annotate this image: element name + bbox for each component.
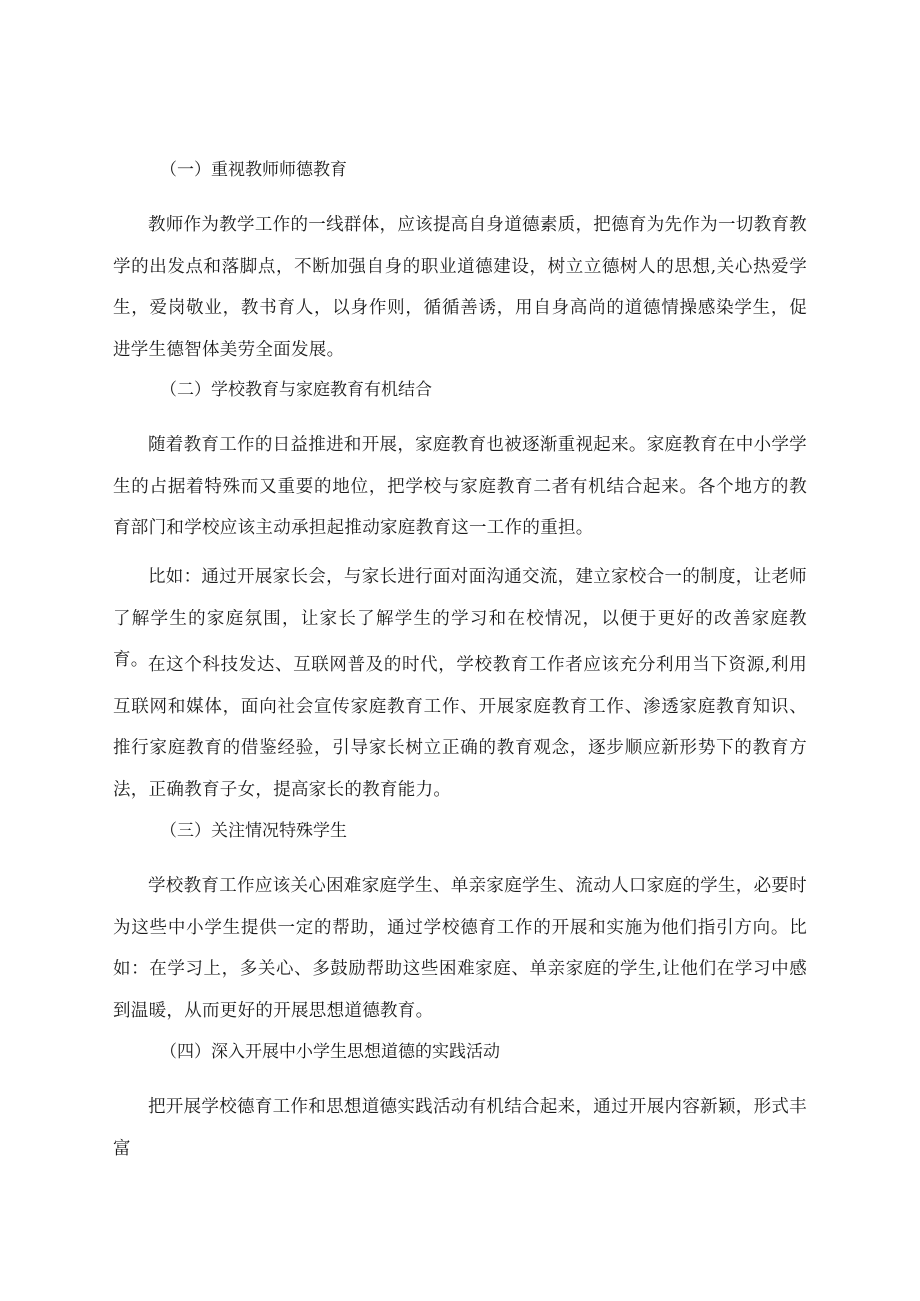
paragraph-3: 比如：通过开展家长会，与家长进行面对面沟通交流，建立家校合一的制度，让老师了解学生的家庭氛围，让家长了解学生的学习和在校情况，以便于更好的改善家庭教育。: [113, 567, 807, 670]
paragraph-4: 在这个科技发达、互联网普及的时代，学校教育工作者应该充分利用当下资源,利用互联网和媒体，面向社会宣传家庭教育工作、开展家庭教育工作、渗透家庭教育知识、推行家庭教育的借鉴经验，引导家长树立正确的教育观念，逐步顺应新形势下的教育方法，正确教育子女，提高家长的教育能力。: [113, 655, 807, 800]
section-heading-3: （三）关注情况特殊学生: [160, 821, 347, 841]
section-heading-4: （四）深入开展中小学生思想道德的实践活动: [160, 1042, 500, 1062]
paragraph-5: 学校教育工作应该关心困难家庭学生、单亲家庭学生、流动人口家庭的学生，必要时为这些中小学生提供一定的帮助，通过学校德育工作的开展和实施为他们指引方向。比如：在学习上，多关心、多鼓励帮助这些困难家庭、单亲家庭的学生,让他们在学习中感到温暖，从而更好的开展思想道德教育。: [113, 876, 807, 1021]
section-heading-2: （二）学校教育与家庭教育有机结合: [160, 380, 432, 400]
paragraph-1: 教师作为教学工作的一线群体，应该提高自身道德素质，把德育为先作为一切教育教学的出发点和落脚点，不断加强自身的职业道德建设，树立立德树人的思想,关心热爱学生，爱岗敬业，教书育人，以身作则，循循善诱，用自身高尚的道德情操感染学生，促进学生德智体美劳全面发展。: [113, 215, 807, 360]
paragraph-2: 随着教育工作的日益推进和开展，家庭教育也被逐渐重视起来。家庭教育在中小学学生的占据着特殊而又重要的地位，把学校与家庭教育二者有机结合起来。各个地方的教育部门和学校应该主动承担起推动家庭教育这一工作的重担。: [113, 435, 807, 538]
paragraph-6: 把开展学校德育工作和思想道德实践活动有机结合起来，通过开展内容新颖，形式丰富: [113, 1097, 807, 1159]
section-heading-1: （一）重视教师师德教育: [160, 160, 347, 180]
